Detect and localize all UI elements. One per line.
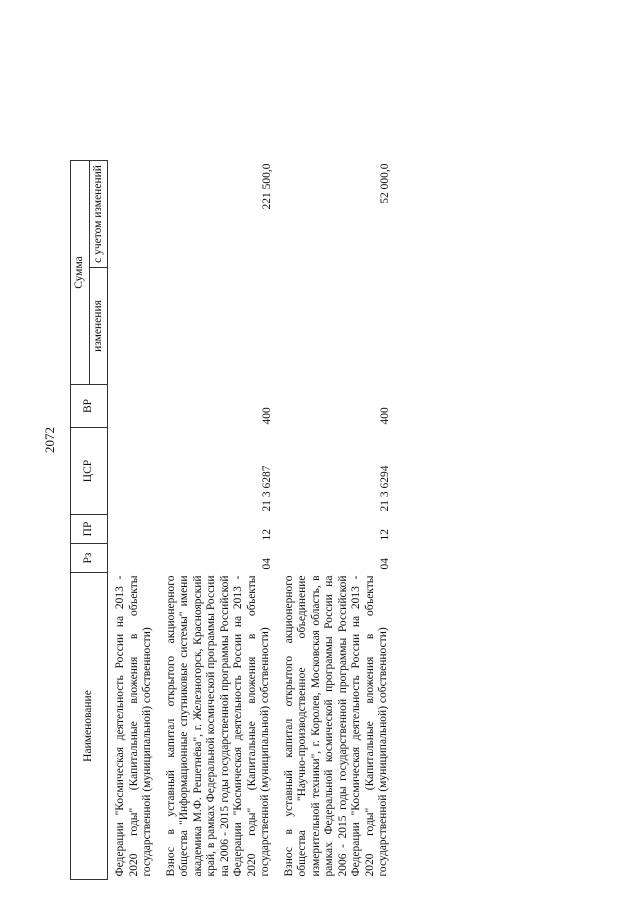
header-with-changes: с учетом изменений xyxy=(89,161,108,268)
row-rz: 04 xyxy=(379,558,391,570)
page-number: 2072 xyxy=(42,427,57,453)
row-pr: 12 xyxy=(261,529,273,541)
table-row xyxy=(277,161,395,880)
header-sum: Сумма xyxy=(71,161,90,385)
row-pr: 12 xyxy=(379,529,391,541)
row-total: 52 000,0 xyxy=(379,163,391,204)
row-changes xyxy=(108,268,159,385)
rotated-page-content xyxy=(70,45,590,880)
budget-table xyxy=(70,160,395,880)
row-pr xyxy=(108,515,159,544)
row-csr xyxy=(108,428,159,515)
row-rz xyxy=(108,544,159,573)
table-row xyxy=(108,161,159,880)
header-vr: ВР xyxy=(71,385,108,428)
row-vr: 400 xyxy=(379,407,391,425)
row-csr: 21 3 6287 xyxy=(261,465,273,512)
header-rz: Рз xyxy=(71,544,108,573)
row-vr: 400 xyxy=(261,407,273,425)
header-name: Наименование xyxy=(71,573,108,880)
header-csr: ЦСР xyxy=(71,428,108,515)
row-name: Федерации "Космическая деятельность России на 2013 - 2020 годы" (Капитальные вложения в объекты государственной (муниципальной) собственности) xyxy=(114,575,153,877)
row-name: Взнос в уставный капитал открытого акционерного общества "Научно-производственное объединение измерительной техники", г. Королев, Московская область, в рамках Федеральной космической программы России на 2006 - 2015 годы государственной программы Российской Федерации "Космическая деятельность России на 2013 - 2020 годы" (Капитальные вложения в объекты государственной (муниципальной) собственности) xyxy=(282,575,389,877)
rotated-page xyxy=(70,45,590,880)
row-csr: 21 3 6294 xyxy=(379,465,391,512)
header-pr: ПР xyxy=(71,515,108,544)
table-row xyxy=(159,161,277,880)
row-rz: 04 xyxy=(261,558,273,570)
row-vr xyxy=(108,385,159,428)
row-total xyxy=(108,161,159,268)
header-changes: изменения xyxy=(89,268,108,385)
row-total: 221 500,0 xyxy=(261,163,273,210)
row-changes xyxy=(159,268,277,385)
row-changes xyxy=(277,268,395,385)
row-name: Взнос в уставный капитал открытого акционерного общества "Информационные спутниковые системы" имени академика М.Ф. Решетнёва", г. Железногорск, Красноярский край, в рамках Федеральной космической программы России на 2006 - 2015 годы государственной программы Российской Федерации "Космическая деятельность России на 2013 - 2020 годы" (Капитальные вложения в объекты государственной (муниципальной) собственности) xyxy=(164,575,271,877)
